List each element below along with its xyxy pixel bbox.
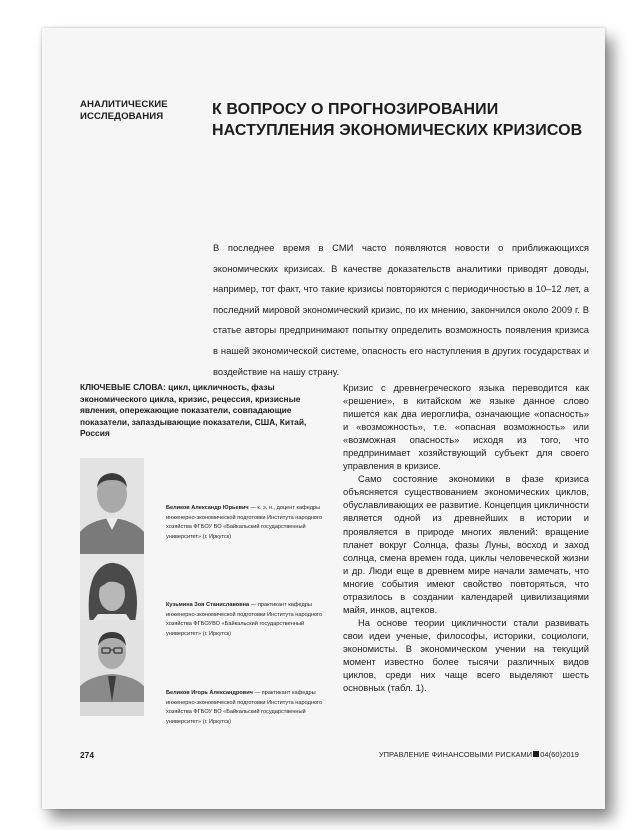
article-body <box>343 381 589 694</box>
article-title <box>212 99 592 141</box>
author-name: Кузьмина Зоя Станиславовна <box>166 602 250 608</box>
lead-abstract <box>213 238 589 382</box>
author-description: — практикант кафедры инженерно-экономической подготовки Института народного хозяйства ФГБОУ ВО «Байкальский государственный университет» (г. Иркутск) <box>166 690 323 725</box>
author-photo <box>80 458 144 554</box>
body-paragraph: На основе теории цикличности стали развивать свои идеи ученые, философы, историки, социологи, экономисты. В экономическом учении на текущий момент известно более тысячи различных видов циклов, среди них чаще всего выделяют шесть основных (табл. 1). <box>343 616 589 694</box>
title-line-2: НАСТУПЛЕНИЯ ЭКОНОМИЧЕСКИХ КРИЗИСОВ <box>212 122 583 139</box>
square-separator-icon <box>533 751 539 757</box>
author-name: Беликов Александр Юрьевич <box>166 505 249 511</box>
body-paragraph: Кризис с древнегреческого языка переводится как «решение», в китайском же языке данное слово пишется как два иероглифа, означающие «опасность» и «возможность», т.е. «опасная возможность» или «возможная опасность» исходя из того, что предпринимает хозяйствующий субъект для своего управления в кризисе. <box>343 382 589 472</box>
author-card <box>80 458 325 558</box>
section-rubric <box>80 99 190 123</box>
keywords-block: КЛЮЧЕВЫЕ СЛОВА: цикл, цикличность, фазы экономического цикла, кризис, рецессия, кризисные явления, опережающие показатели, совпадающие показатели, запаздывающие показатели, США, Китай, Россия <box>80 382 307 439</box>
rubric-line-1: АНАЛИТИЧЕСКИЕ <box>80 99 168 110</box>
journal-issue: 04(60)2019 <box>540 750 579 759</box>
body-paragraph: Само состояние экономики в фазе кризиса объясняется существованием экономических циклов, обуславливающих ее развитие. Концепция цикличности является одной из древнейших в истории и проявляется в природе многих явлений: вращение планет вокруг Солнца, фазы Луны, восход и заход солнца, смена времен года, циклы человеческой жизни и др. Люди еще в древнем мире начали замечать, что многие события имеют свойство повторяться, что отразилось в создании календарей цивилизациями майя, инков, ацтеков. <box>343 473 589 615</box>
author-info <box>166 504 324 542</box>
journal-footer <box>379 750 579 759</box>
page-number: 274 <box>80 750 94 760</box>
title-line-1: К ВОПРОСУ О ПРОГНОЗИРОВАНИИ <box>212 101 499 118</box>
author-description: — к. э. н., доцент кафедры инженерно-экономической подготовки Института народного хозяйства ФГБОУ ВО «Байкальский государственный университет» (г. Иркутск) <box>166 505 323 540</box>
rubric-line-2: ИССЛЕДОВАНИЯ <box>80 111 164 122</box>
author-photo <box>80 620 144 716</box>
author-card <box>80 620 325 725</box>
lead-text: В последнее время в СМИ часто появляются новости о приближающихся экономических кризисах. В качестве доказательств аналитики приводят доводы, например, тот факт, что такие кризисы повторяются с периодичностью в 10–12 лет, а последний мировой экономический кризис, по их мнению, закончился около 2009 г. В статье авторы предпринимают попытку определить возможность появления кризиса в нашей экономической системе, опасность его наступления в других государствах и воздействие на нашу страну. <box>213 242 589 377</box>
journal-name: УПРАВЛЕНИЕ ФИНАНСОВЫМИ РИСКАМИ <box>378 750 533 759</box>
author-name: Беликов Игорь Александрович <box>166 690 253 696</box>
author-description: — практикант кафедры инженерно-экономической подготовки Института народного хозяйства ФГБОУВО «Байкальский государственный университет» (г. Иркутск) <box>166 602 323 637</box>
journal-page <box>42 28 605 809</box>
author-info <box>166 689 324 727</box>
